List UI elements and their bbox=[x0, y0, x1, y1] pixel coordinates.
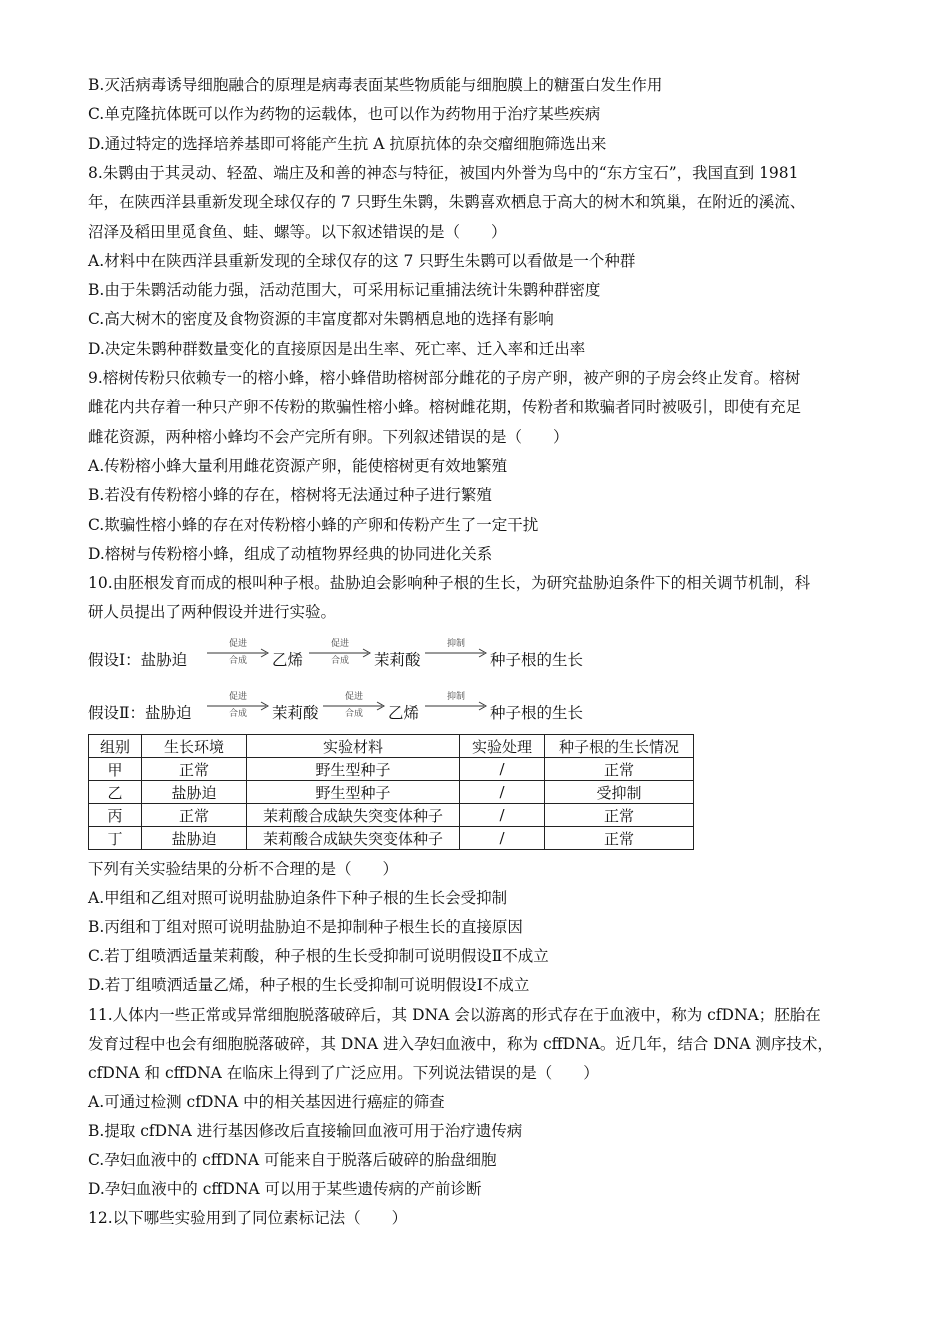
table-cell: 盐胁迫 bbox=[142, 827, 247, 850]
table-row bbox=[89, 804, 694, 827]
table-cell: 正常 bbox=[545, 827, 694, 850]
table-cell: / bbox=[460, 827, 545, 850]
table-cell: 正常 bbox=[142, 804, 247, 827]
arrow-inhibit bbox=[424, 691, 488, 721]
text-line: 雌花内共存着一种只产卵不传粉的欺骗性榕小蜂。榕树雌花期，传粉者和欺骗者同时被吸引，即使有充足 bbox=[88, 398, 802, 417]
text-line: 8.朱鹮由于其灵动、轻盈、端庄及和善的神态与特征，被国内外誉为鸟中的“东方宝石”，我国直到 1981 bbox=[88, 163, 799, 182]
table-cell: 盐胁迫 bbox=[142, 781, 247, 804]
text-line: D.孕妇血液中的 cffDNA 可以用于某些遗传病的产前诊断 bbox=[88, 1180, 482, 1199]
table-cell: / bbox=[460, 758, 545, 781]
hypothesis-2 bbox=[88, 685, 888, 725]
arrow-top-label: 抑制 bbox=[446, 639, 465, 649]
arrow-bottom-label: 合成 bbox=[228, 656, 247, 666]
table-row bbox=[89, 827, 694, 850]
text-line: B.灭活病毒诱导细胞融合的原理是病毒表面某些物质能与细胞膜上的糖蛋白发生作用 bbox=[88, 76, 663, 94]
text-line: A.甲组和乙组对照可说明盐胁迫条件下种子根的生长会受抑制 bbox=[88, 889, 508, 908]
arrow-right-icon bbox=[424, 638, 488, 668]
text-line: C.单克隆抗体既可以作为药物的运载体，也可以作为药物用于治疗某些疾病 bbox=[88, 105, 601, 124]
hypothesis-2-node-2: 乙烯 bbox=[388, 704, 420, 722]
table-cell: 茉莉酸合成缺失突变体种子 bbox=[247, 804, 460, 827]
arrow-top-label: 促进 bbox=[330, 639, 349, 649]
arrow-promote bbox=[308, 638, 372, 668]
arrow-bottom-label: 合成 bbox=[344, 709, 363, 719]
table-cell: 野生型种子 bbox=[247, 781, 460, 804]
table-row bbox=[89, 781, 694, 804]
table-cell: 正常 bbox=[142, 758, 247, 781]
hypothesis-2-node-1: 茉莉酸 bbox=[272, 704, 319, 722]
hypothesis-1 bbox=[88, 632, 888, 672]
table-header-cell: 实验材料 bbox=[247, 735, 460, 758]
text-line: 研人员提出了两种假设并进行实验。 bbox=[88, 603, 337, 622]
table-cell: 丁 bbox=[89, 827, 142, 850]
hypothesis-1-node-3: 种子根的生长 bbox=[490, 651, 584, 669]
text-line: A.传粉榕小蜂大量利用雌花资源产卵，能使榕树更有效地繁殖 bbox=[88, 456, 508, 475]
text-line: D.决定朱鹮种群数量变化的直接原因是出生率、死亡率、迁入率和迁出率 bbox=[88, 339, 586, 358]
table-header-row bbox=[89, 735, 694, 758]
table-header-cell: 生长环境 bbox=[142, 735, 247, 758]
arrow-promote bbox=[322, 691, 386, 721]
table-cell: 正常 bbox=[545, 804, 694, 827]
text-line: 下列有关实验结果的分析不合理的是（ ） bbox=[88, 860, 399, 878]
text-line: 雌花资源，两种榕小蜂均不会产完所有卵。下列叙述错误的是（ ） bbox=[88, 427, 569, 446]
hypothesis-1-label: 假设Ⅰ：盐胁迫 bbox=[88, 651, 188, 669]
arrow-promote bbox=[206, 638, 270, 668]
text-line: 沼泽及稻田里觅食鱼、蛙、螺等。以下叙述错误的是（ ） bbox=[88, 222, 507, 241]
hypothesis-1-node-1: 乙烯 bbox=[272, 651, 304, 669]
text-line: A.可通过检测 cfDNA 中的相关基因进行癌症的筛查 bbox=[88, 1092, 445, 1111]
text-line: A.材料中在陕西洋县重新发现的全球仅存的这 7 只野生朱鹮可以看做是一个种群 bbox=[88, 251, 636, 270]
arrow-inhibit bbox=[424, 638, 488, 668]
text-line: C.若丁组喷洒适量茉莉酸，种子根的生长受抑制可说明假设Ⅱ不成立 bbox=[88, 947, 549, 966]
arrow-bottom-label: 合成 bbox=[330, 656, 349, 666]
table-cell: 甲 bbox=[89, 758, 142, 781]
text-line: D.若丁组喷洒适量乙烯，种子根的生长受抑制可说明假设Ⅰ不成立 bbox=[88, 976, 530, 995]
arrow-right-icon bbox=[424, 691, 488, 721]
table-header-cell: 种子根的生长情况 bbox=[545, 735, 694, 758]
table-cell: 受抑制 bbox=[545, 781, 694, 804]
table-header-cell: 组别 bbox=[89, 735, 142, 758]
hypothesis-1-node-2: 茉莉酸 bbox=[374, 651, 421, 669]
arrow-top-label: 抑制 bbox=[446, 692, 465, 702]
text-line: 12.以下哪些实验用到了同位素标记法（ ） bbox=[88, 1209, 408, 1228]
text-line: 年，在陕西洋县重新发现全球仅存的 7 只野生朱鹮，朱鹮喜欢栖息于高大的树木和筑巢，在附近的溪流、 bbox=[88, 193, 806, 212]
arrow-top-label: 促进 bbox=[228, 639, 247, 649]
text-line: D.榕树与传粉榕小蜂，组成了动植物界经典的协同进化关系 bbox=[88, 544, 493, 563]
text-line: B.若没有传粉榕小蜂的存在，榕树将无法通过种子进行繁殖 bbox=[88, 486, 492, 505]
text-line: cfDNA 和 cffDNA 在临床上得到了广泛应用。下列说法错误的是（ ） bbox=[88, 1063, 599, 1082]
text-line: B.由于朱鹮活动能力强，活动范围大，可采用标记重捕法统计朱鹮种群密度 bbox=[88, 281, 601, 300]
text-line: D.通过特定的选择培养基即可将能产生抗 A 抗原抗体的杂交瘤细胞筛选出来 bbox=[88, 134, 607, 153]
text-line: B.提取 cfDNA 进行基因修改后直接输回血液可用于治疗遗传病 bbox=[88, 1121, 523, 1140]
text-line: 10.由胚根发育而成的根叫种子根。盐胁迫会影响种子根的生长，为研究盐胁迫条件下的相关调节机制，科 bbox=[88, 574, 811, 593]
table-cell: / bbox=[460, 804, 545, 827]
text-line: 9.榕树传粉只依赖专一的榕小蜂，榕小蜂借助榕树部分雌花的子房产卵，被产卵的子房会终止发育。榕树 bbox=[88, 369, 801, 387]
experiment-table bbox=[88, 734, 694, 850]
arrow-top-label: 促进 bbox=[344, 692, 363, 702]
arrow-bottom-label: 合成 bbox=[228, 709, 247, 719]
table-cell: 茉莉酸合成缺失突变体种子 bbox=[247, 827, 460, 850]
text-line: B.丙组和丁组对照可说明盐胁迫不是抑制种子根生长的直接原因 bbox=[88, 918, 523, 937]
table-cell: / bbox=[460, 781, 545, 804]
table-cell: 野生型种子 bbox=[247, 758, 460, 781]
hypothesis-2-label: 假设Ⅱ：盐胁迫 bbox=[88, 704, 192, 722]
text-line: C.孕妇血液中的 cffDNA 可能来自于脱落后破碎的胎盘细胞 bbox=[88, 1151, 497, 1169]
table-row bbox=[89, 758, 694, 781]
text-line: C.高大树木的密度及食物资源的丰富度都对朱鹮栖息地的选择有影响 bbox=[88, 310, 554, 329]
arrow-promote bbox=[206, 691, 270, 721]
text-line: C.欺骗性榕小蜂的存在对传粉榕小蜂的产卵和传粉产生了一定干扰 bbox=[88, 515, 539, 534]
table-header-cell: 实验处理 bbox=[460, 735, 545, 758]
table-cell: 正常 bbox=[545, 758, 694, 781]
text-line: 发育过程中也会有细胞脱落破碎，其 DNA 进入孕妇血液中，称为 cffDNA。近几年，结合 DNA 测序技术， bbox=[88, 1034, 833, 1053]
table-cell: 丙 bbox=[89, 804, 142, 827]
hypothesis-2-node-3: 种子根的生长 bbox=[490, 704, 584, 722]
arrow-top-label: 促进 bbox=[228, 692, 247, 702]
text-line: 11.人体内一些正常或异常细胞脱落破碎后，其 DNA 会以游离的形式存在于血液中，称为 cfDNA；胚胎在 bbox=[88, 1005, 821, 1024]
table-cell: 乙 bbox=[89, 781, 142, 804]
